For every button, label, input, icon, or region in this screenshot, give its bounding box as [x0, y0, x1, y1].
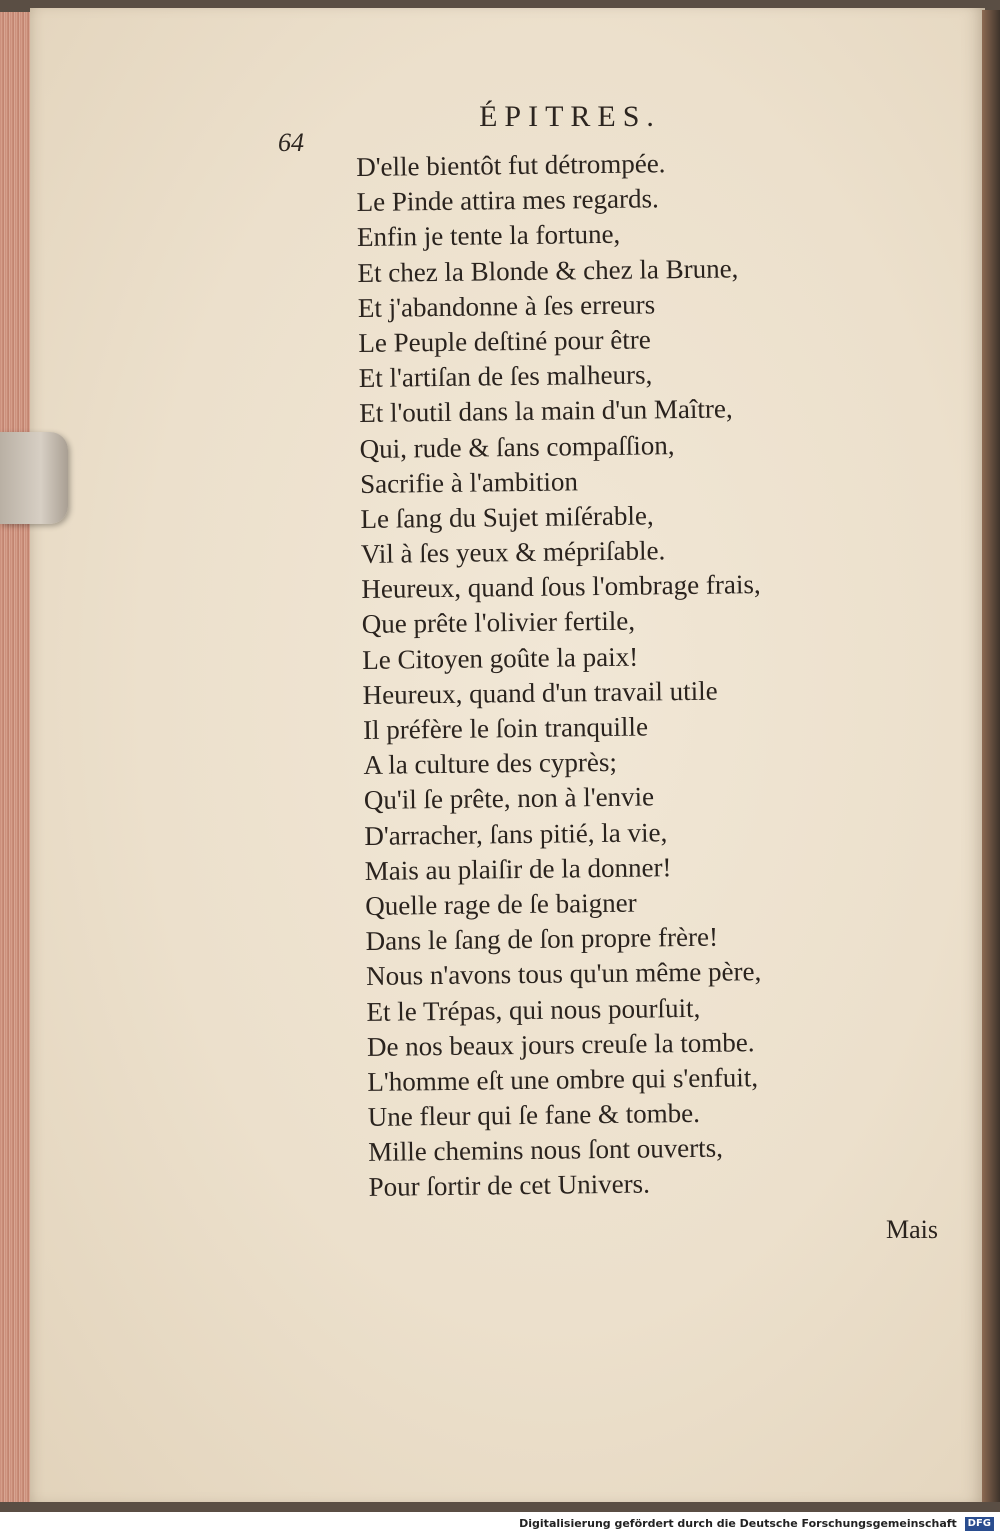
verse-line: Le Peuple deſtiné pour être [358, 324, 651, 358]
verse-line: Heureux, quand ſous l'ombrage frais, [361, 569, 761, 605]
verse-line: Et le Trépas, qui nous pourſuit, [366, 992, 701, 1027]
page-number: 64 [278, 128, 304, 157]
verse-line: Nous n'avons tous qu'un même père, [365, 956, 762, 992]
verse-line: Heureux, quand d'un travail utile [362, 675, 718, 710]
verse-line: Et j'abandonne à ſes erreurs [357, 289, 656, 323]
verse-line: Que prête l'olivier fertile, [361, 606, 636, 640]
verse-line: Et l'outil dans la main d'un Maître, [359, 393, 733, 429]
verse-line: Qu'il ſe prête, non à l'envie [363, 781, 655, 816]
verse-line: Et l'artiſan de ſes malheurs, [358, 359, 653, 394]
verse-line: Il préfère le ſoin tranquille [362, 711, 649, 745]
verse-line: Le ſang du Sujet miſérable, [360, 500, 654, 534]
verse-line: Enfin je tente la fortune, [356, 219, 621, 253]
verse-line: Pour ſortir de cet Univers. [368, 1168, 651, 1203]
verse-line: Qui, rude & ſans compaſſion, [359, 429, 675, 464]
digitization-footer [0, 1512, 1000, 1536]
verse-line: Sacrifie à l'ambition [359, 466, 579, 499]
funding-credit: Digitalisierung gefördert durch die Deutsche Forschungsgemeinschaft [519, 1517, 957, 1530]
verse-line: Dans le ſang de ſon propre frère! [365, 921, 719, 957]
verse-line: Vil à ſes yeux & mépriſable. [360, 535, 666, 570]
page-clip [0, 432, 68, 524]
verse-line: De nos beaux jours creuſe la tombe. [366, 1026, 755, 1062]
page-edges [0, 12, 33, 1502]
running-head: ÉPITRES. [479, 100, 661, 133]
poem-text [356, 145, 768, 1205]
verse-line: Le Citoyen goûte la paix! [362, 641, 639, 675]
verse-line: Le Pinde attira mes regards. [356, 183, 659, 218]
verse-line: Mille chemins nous ſont ouverts, [368, 1132, 724, 1168]
binding-shadow [982, 10, 1000, 1502]
dfg-logo: DFG [965, 1517, 994, 1531]
verse-line: Une fleur qui ſe fane & tombe. [367, 1097, 701, 1132]
verse-line: Et chez la Blonde & chez la Brune, [357, 252, 739, 288]
verse-line: A la culture des cyprès; [363, 747, 618, 781]
verse-line: Mais au plaiſir de la donner! [364, 851, 672, 886]
verse-line: Quelle rage de ſe baigner [365, 887, 637, 921]
verse-line: D'arracher, ſans pitié, la vie, [364, 816, 668, 851]
verse-line: D'elle bientôt fut détrompée. [356, 148, 666, 182]
catchword: Mais [886, 1215, 938, 1244]
verse-line: L'homme eſt une ombre qui s'enfuit, [367, 1062, 759, 1097]
